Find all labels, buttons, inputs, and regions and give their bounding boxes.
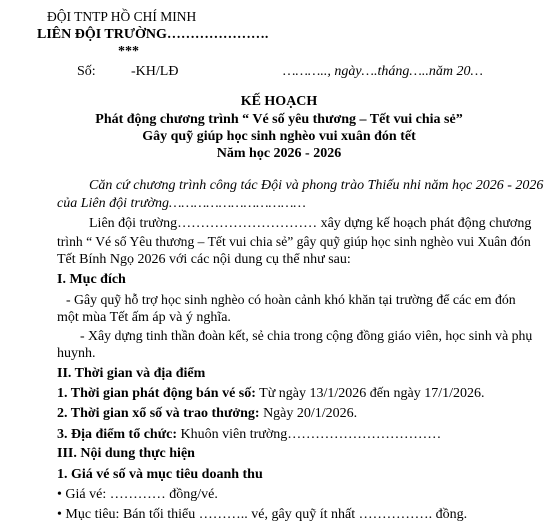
section-content-heading: III. Nội dung thực hiện [57,446,195,461]
time-draw-value: Ngày 20/1/2026. [259,406,358,421]
document-title: KẾ HOẠCH [240,94,318,109]
section-purpose-heading: I. Mục đích [57,272,126,287]
org-name: ĐỘI TNTP HỒ CHÍ MINH [47,9,197,24]
basis-line-1: Căn cứ chương trình công tác Đội và phong trào Thiếu nhi năm học 2026 - 2026 [89,178,544,193]
time-draw-label: 2. Thời gian xổ số và trao thưởng: [57,406,260,421]
purpose-item-2-line-2: huynh. [57,346,96,361]
title-line-1: Phát động chương trình “ Vé số yêu thương – Tết vui chia sẻ” [95,112,463,127]
school-name: LIÊN ĐỘI TRƯỜNG…………………. [37,27,269,42]
time-launch-label: 1. Thời gian phát động bán vé số: [57,386,256,401]
venue-value: Khuôn viên trường…………………………… [177,427,442,442]
venue-line [57,427,441,443]
intro-paragraph-line-1: Liên đội trường………………………… xây dựng kế hoạch phát động chương [89,216,532,231]
purpose-item-1-line-2: một mùa Tết ấm áp và ý nghĩa. [57,310,231,325]
venue-label: 3. Địa điểm tổ chức: [57,427,177,442]
purpose-item-1-line-1: - Gây quỹ hỗ trợ học sinh nghèo có hoàn cảnh khó khăn tại trường để các em đón [66,292,516,307]
basis-line-2: của Liên đội trường…………………………… [57,196,306,211]
time-launch-value: Từ ngày 13/1/2026 đến ngày 17/1/2026. [255,386,485,401]
title-line-2: Gây quỹ giúp học sinh nghèo vui xuân đón tết [142,129,416,144]
stars-separator: *** [118,44,139,59]
title-line-3: Năm học 2026 - 2026 [216,146,342,161]
time-draw-line [57,406,357,422]
purpose-item-2-line-1: - Xây dựng tinh thần đoàn kết, sẻ chia trong cộng đồng giáo viên, học sinh và phụ [80,328,533,343]
intro-paragraph-line-2: trình “ Vé số Yêu thương – Tết vui chia sẻ” gây quỹ giúp học sinh nghèo vui Xuân đón [57,234,531,249]
intro-paragraph-line-3: Tết Bính Ngọ 2026 với các nội dung cụ thể như sau: [57,252,351,267]
date-line: ……….., ngày….tháng…..năm 20… [283,64,483,79]
section-time-place-heading: II. Thời gian và địa điểm [57,366,206,381]
time-launch-line [57,386,485,402]
ticket-price-bullet: • Giá vé: ………… đồng/vé. [57,487,218,502]
document-number: -KH/LĐ [131,64,179,79]
sales-target-bullet: • Mục tiêu: Bán tối thiểu ……….. vé, gây quỹ ít nhất ……………. đồng. [57,507,468,522]
ticket-price-target-heading: 1. Giá vé số và mục tiêu doanh thu [57,467,263,482]
document-number-label: Số: [77,64,96,79]
